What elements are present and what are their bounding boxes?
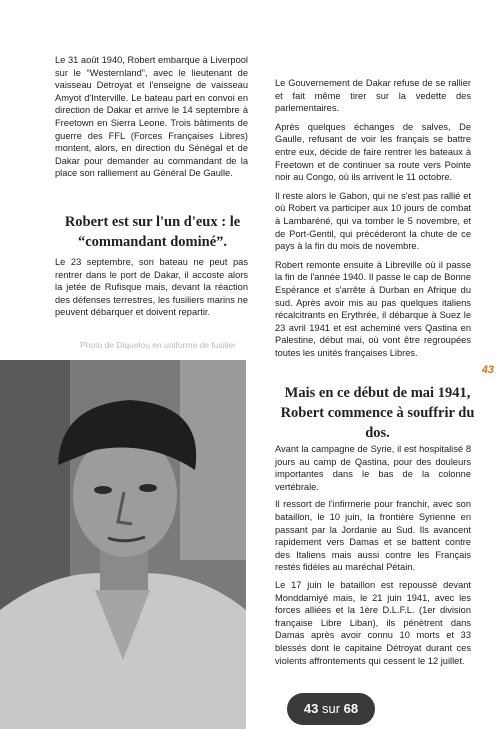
paragraph: Le 17 juin le bataillon est repoussé devant Monddamiyé mais, le 21 juin 1941, avec les forces alliées et la 1ère D.L.F.L. (1er division française Libre Liban), ils pénètrent dans Damas après avoir connu 10 morts et 33 blessés dont le capitaine Détroyat durant ces violents affrontements qui cessent le 12 juillet. <box>275 579 471 666</box>
paragraph: Le Gouvernement de Dakar refuse de se rallier et fait même tirer sur la vedette des parlementaires. <box>275 78 471 114</box>
section-heading: Mais en ce début de mai 1941, Robert commence à souffrir du dos. <box>280 385 475 441</box>
portrait-photo <box>0 360 246 729</box>
paragraph: Il ressort de l'infirmerie pour franchir, avec son bataillon, le 10 juin, la frontière Syrienne en passant par la Jordanie au Sud. Ils avancent rapidement vers Damas et se battent contre des Italiens mais aussi contre les Français restés fidèles au maréchal Pétain. <box>275 499 471 573</box>
current-page: 43 <box>303 701 319 716</box>
page-separator: sur <box>321 701 341 716</box>
right-column-lower <box>275 443 471 672</box>
section-heading: Robert est sur l'un d'eux : le “commandant dominé”. <box>64 214 241 250</box>
paragraph: Avant la campagne de Syrie, il est hospitalisé 8 jours au camp de Qastina, pour des douleurs importantes dans le bas de la colonne vertébrale. <box>275 444 471 492</box>
page-indicator[interactable] <box>287 693 375 725</box>
paragraph: Il reste alors le Gabon, qui ne s'est pas rallié et où Robert va participer aux 10 jours de combat à Lambaréné, qui va tomber le 5 novembre, et de Port-Gentil, qui précéderont la chute de ce pays à la fin du mois de novembre. <box>275 190 471 252</box>
left-column <box>55 54 248 186</box>
photo-caption: Photo de Diquelou en uniforme de fusilier <box>80 340 236 350</box>
paragraph: Le 31 août 1940, Robert embarque à Liverpool sur le “Westernland”, avec le lieutenant de vaisseau Detroyat et l'enseigne de vaisseau Amyot d'Interville. Le bateau part en convoi en direction de Dakar et arrive le 14 septembre à Freetown en Sierra Leone. Trois bâtiments de guerre des FFL (Forces Françaises Libres) montent, alors, en direction du Sénégal et de Dakar pour demander au commandant de la place son ralliement au Général De Gaulle. <box>55 55 248 179</box>
paragraph: Après quelques échanges de salves, De Gaulle, refusant de voir les français se battre entre eux, décide de faire rentrer les bateaux à Freetown et de continuer sa route vers Pointe noir au Congo, où ils arrivent le 11 octobre. <box>275 121 471 183</box>
page-number: 43 <box>481 364 494 376</box>
paragraph: Le 23 septembre, son bateau ne peut pas rentrer dans le port de Dakar, il accoste alors la jetée de Rufisque mais, devant la réaction des défenses terrestres, les fusiliers marins ne peuvent débarquer et doivent repartir. <box>55 257 248 318</box>
paragraph: Robert remonte ensuite à Libreville où il passe la fin de l'année 1940. Il passe le cap de Bonne Espérance et s'arrête à Durban en Afrique du sud. Après avoir mis au pas quelques italiens récalcitrants en Erythrée, il débarque à Suez le 23 avril 1941 et est acheminé vers Qastina en Palestine, début mai, où vont être regroupées toutes les unités françaises Libres. <box>275 259 471 358</box>
right-column <box>275 77 471 365</box>
total-pages: 68 <box>343 701 359 716</box>
